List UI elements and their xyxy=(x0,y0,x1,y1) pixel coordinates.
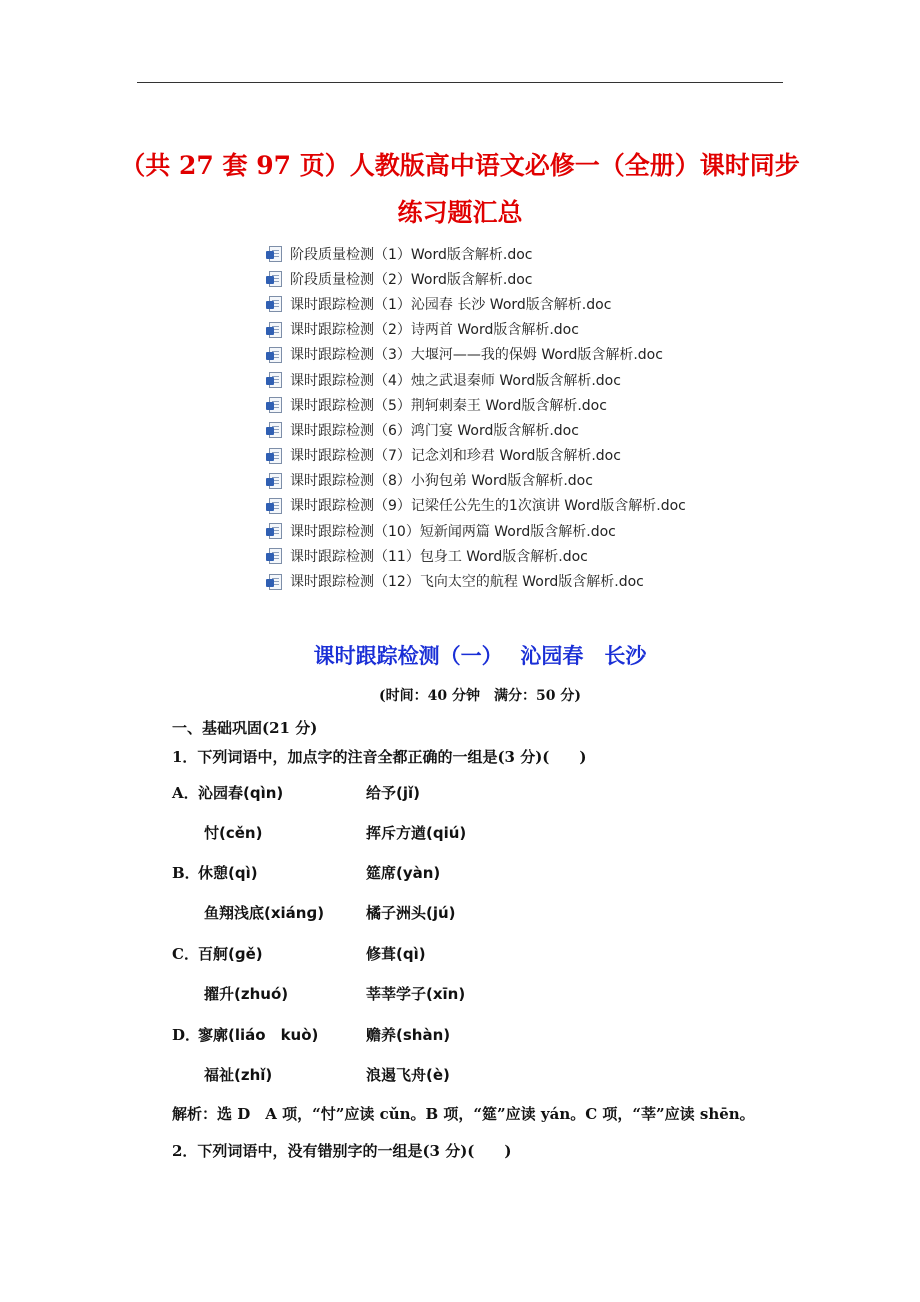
word-doc-icon xyxy=(266,472,283,489)
file-list-item[interactable] xyxy=(266,392,686,417)
file-list-item[interactable] xyxy=(266,443,686,468)
option-c-item-3: 擢升(zhuó) xyxy=(204,985,289,1003)
file-name: 课时跟踪检测（9）记梁任公先生的1次演讲 Word版含解析.doc xyxy=(290,498,686,515)
option-c-item-1: 百舸(ɡě) xyxy=(198,945,263,963)
file-list-item[interactable] xyxy=(266,417,686,442)
word-doc-icon xyxy=(266,447,283,464)
file-list-item[interactable] xyxy=(266,543,686,568)
file-name: 课时跟踪检测（10）短新闻两篇 Word版含解析.doc xyxy=(290,523,616,540)
file-name: 课时跟踪检测（8）小狗包弟 Word版含解析.doc xyxy=(290,473,593,490)
section-title: 课时跟踪检测（一） 沁园春 长沙 xyxy=(313,643,647,668)
file-name: 课时跟踪检测（5）荆轲刺秦王 Word版含解析.doc xyxy=(290,397,607,414)
file-list-item[interactable] xyxy=(266,493,686,518)
file-list-item[interactable] xyxy=(266,468,686,493)
file-list-item[interactable] xyxy=(266,518,686,543)
word-doc-icon xyxy=(266,497,283,514)
file-name: 课时跟踪检测（11）包身工 Word版含解析.doc xyxy=(290,548,588,565)
document-title-line2: 练习题汇总 xyxy=(397,198,523,227)
option-label-d: D． xyxy=(172,1026,201,1044)
option-d-item-2: 赡养(shàn) xyxy=(366,1026,451,1044)
option-c-item-2: 修葺(qì) xyxy=(366,945,426,963)
word-doc-icon xyxy=(266,321,283,338)
word-doc-icon xyxy=(266,421,283,438)
option-a-item-3: 忖(cěn) xyxy=(204,824,263,842)
section-subtitle: (时间：40 分钟 满分：50 分) xyxy=(379,688,581,704)
option-d-item-1: 寥廓(liáo kuò) xyxy=(198,1026,319,1044)
file-name: 课时跟踪检测（2）诗两首 Word版含解析.doc xyxy=(290,322,579,339)
question-2: 2．下列词语中，没有错别字的一组是(3 分)( ) xyxy=(172,1142,512,1160)
answer-analysis: 解析：选 D A 项，“忖”应读 cǔn。B 项，“筵”应读 yán。C 项，“莘”应读 shēn。 xyxy=(172,1105,755,1123)
option-c-item-4: 莘莘学子(xīn) xyxy=(366,985,466,1003)
question-1: 1．下列词语中，加点字的注音全都正确的一组是(3 分)( ) xyxy=(172,748,587,766)
option-a-item-2: 给予(jǐ) xyxy=(366,784,420,802)
file-list xyxy=(266,241,686,594)
file-name: 课时跟踪检测（1）沁园春 长沙 Word版含解析.doc xyxy=(290,296,612,313)
header-rule xyxy=(137,82,783,83)
file-name: 阶段质量检测（1）Word版含解析.doc xyxy=(290,246,533,263)
option-d-item-4: 浪遏飞舟(è) xyxy=(366,1066,450,1084)
file-list-item[interactable] xyxy=(266,317,686,342)
option-b-item-1: 休憩(qì) xyxy=(198,864,258,882)
option-label-c: C． xyxy=(172,945,199,963)
option-label-b: B． xyxy=(172,864,200,882)
file-list-item[interactable] xyxy=(266,291,686,316)
option-d-item-3: 福祉(zhǐ) xyxy=(204,1066,273,1084)
file-name: 阶段质量检测（2）Word版含解析.doc xyxy=(290,271,533,288)
word-doc-icon xyxy=(266,573,283,590)
word-doc-icon xyxy=(266,270,283,287)
word-doc-icon xyxy=(266,371,283,388)
file-name: 课时跟踪检测（4）烛之武退秦师 Word版含解析.doc xyxy=(290,372,621,389)
word-doc-icon xyxy=(266,295,283,312)
word-doc-icon xyxy=(266,346,283,363)
option-a-item-1: 沁园春(qìn) xyxy=(198,784,284,802)
file-list-item[interactable] xyxy=(266,241,686,266)
option-label-a: A． xyxy=(172,784,199,802)
file-name: 课时跟踪检测（3）大堰河——我的保姆 Word版含解析.doc xyxy=(290,347,663,364)
part-heading: 一、基础巩固(21 分) xyxy=(172,719,318,737)
file-list-item[interactable] xyxy=(266,568,686,593)
file-list-item[interactable] xyxy=(266,266,686,291)
option-b-item-4: 橘子洲头(jú) xyxy=(366,904,456,922)
option-b-item-3: 鱼翔浅底(xiánɡ) xyxy=(204,904,325,922)
word-doc-icon xyxy=(266,245,283,262)
option-a-item-4: 挥斥方遒(qiú) xyxy=(366,824,467,842)
file-list-item[interactable] xyxy=(266,342,686,367)
word-doc-icon xyxy=(266,396,283,413)
document-title-line1: （共 27 套 97 页）人教版高中语文必修一（全册）课时同步 xyxy=(120,151,800,180)
word-doc-icon xyxy=(266,547,283,564)
file-name: 课时跟踪检测（7）记念刘和珍君 Word版含解析.doc xyxy=(290,448,621,465)
option-b-item-2: 筵席(yàn) xyxy=(366,864,441,882)
file-list-item[interactable] xyxy=(266,367,686,392)
file-name: 课时跟踪检测（6）鸿门宴 Word版含解析.doc xyxy=(290,422,579,439)
word-doc-icon xyxy=(266,522,283,539)
file-name: 课时跟踪检测（12）飞向太空的航程 Word版含解析.doc xyxy=(290,574,644,591)
